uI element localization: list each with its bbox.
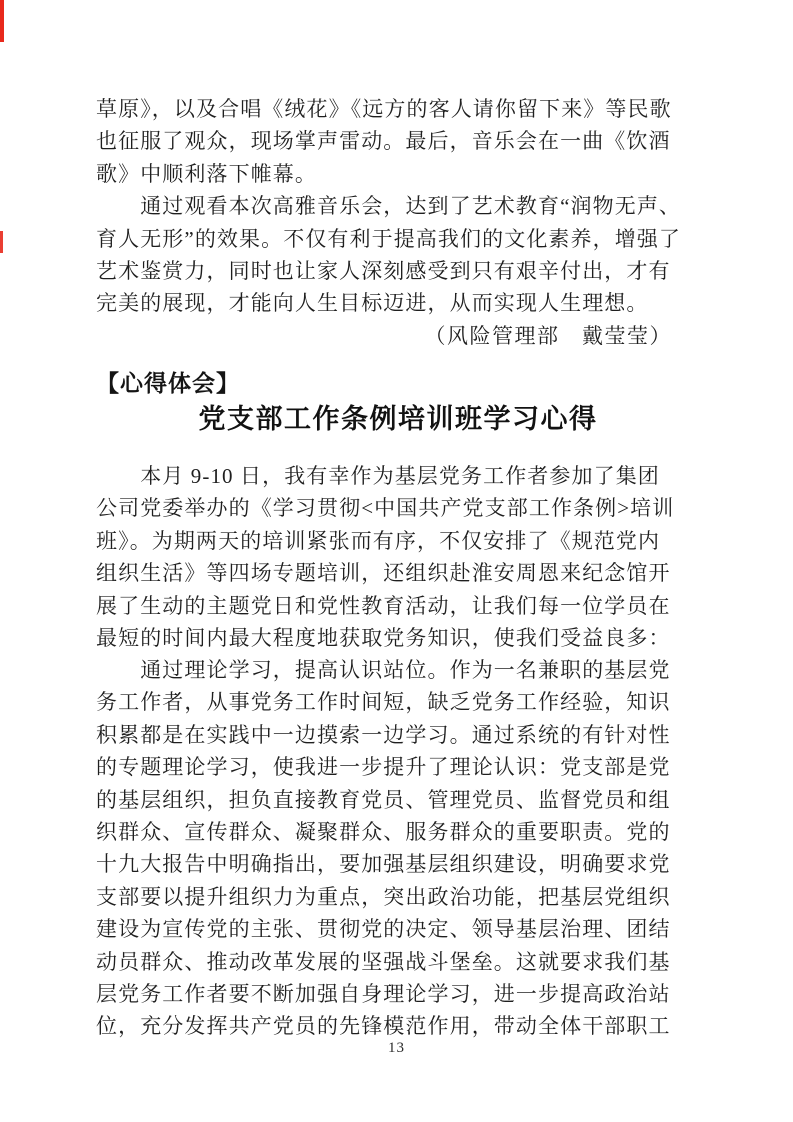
text-line: 位，充分发挥共产党员的先锋模范作用，带动全体干部职工 xyxy=(96,1014,671,1039)
text-line: 歌》中顺利落下帷幕。 xyxy=(96,161,317,186)
section-header-tag: 【心得体会】 xyxy=(96,371,240,396)
text-line: 班》。为期两天的培训紧张而有序，不仅安排了《规范党内 xyxy=(96,528,661,553)
text-line: 的专题理论学习，使我进一步提升了理论认识：党支部是党 xyxy=(96,755,671,780)
text-line: 建设为宣传党的主张、贯彻党的决定、领导基层治理、团结 xyxy=(96,917,671,942)
text-line: 通过观看本次高雅音乐会，达到了艺术教育“润物无声、 xyxy=(96,194,682,219)
text-line: 育人无形”的效果。不仅有利于提高我们的文化素养，增强了 xyxy=(96,226,682,251)
text-line: 支部要以提升组织力为重点，突出政治功能，把基层党组织 xyxy=(96,884,671,909)
text-line: 本月 9-10 日，我有幸作为基层党务工作者参加了集团 xyxy=(96,464,660,488)
article-2-paragraph-2 xyxy=(96,654,700,1043)
left-edge-red-mark-lower xyxy=(0,231,3,253)
text-line: 艺术鉴赏力，同时也让家人深刻感受到只有艰辛付出，才有 xyxy=(96,258,671,283)
left-edge-red-mark-top xyxy=(0,0,4,42)
text-line: 草原》，以及合唱《绒花》《远方的客人请你留下来》等民歌 xyxy=(96,97,672,121)
article-1-continuation-text xyxy=(96,93,700,320)
text-line: 积累都是在实践中一边摸索一边学习。通过系统的有针对性 xyxy=(96,722,671,747)
article-1-byline: （风险管理部 戴莹莹） xyxy=(424,324,672,348)
text-line: 通过理论学习，提高认识站位。作为一名兼职的基层党 xyxy=(96,658,671,682)
text-line: 完美的展现，才能向人生目标迈进，从而实现人生理想。 xyxy=(96,291,649,316)
page-number: 13 xyxy=(388,1040,405,1056)
text-line: 动员群众、推动改革发展的坚强战斗堡垒。这就要求我们基 xyxy=(96,949,671,974)
article-2-paragraph-1 xyxy=(96,460,700,654)
text-line: 公司党委举办的《学习贯彻<中国共产党支部工作条例>培训 xyxy=(96,496,675,521)
text-line: 也征服了观众，现场掌声雷动。最后，音乐会在一曲《饮酒 xyxy=(96,129,671,154)
text-line: 织群众、宣传群众、凝聚群众、服务群众的重要职责。党的 xyxy=(96,819,671,844)
text-line: 展了生动的主题党日和党性教育活动，让我们每一位学员在 xyxy=(96,593,671,618)
text-line: 的基层组织，担负直接教育党员、管理党员、监督党员和组 xyxy=(96,787,671,812)
text-line: 务工作者，从事党务工作时间短，缺乏党务工作经验，知识 xyxy=(96,690,671,715)
article-2-title: 党支部工作条例培训班学习心得 xyxy=(198,404,598,434)
text-line: 组织生活》等四场专题培训，还组织赴淮安周恩来纪念馆开 xyxy=(96,561,671,586)
text-line: 最短的时间内最大程度地获取党务知识，使我们受益良多： xyxy=(96,625,671,650)
text-line: 层党务工作者要不断加强自身理论学习，进一步提高政治站 xyxy=(96,981,671,1006)
text-line: 十九大报告中明确指出，要加强基层组织建设，明确要求党 xyxy=(96,852,671,877)
